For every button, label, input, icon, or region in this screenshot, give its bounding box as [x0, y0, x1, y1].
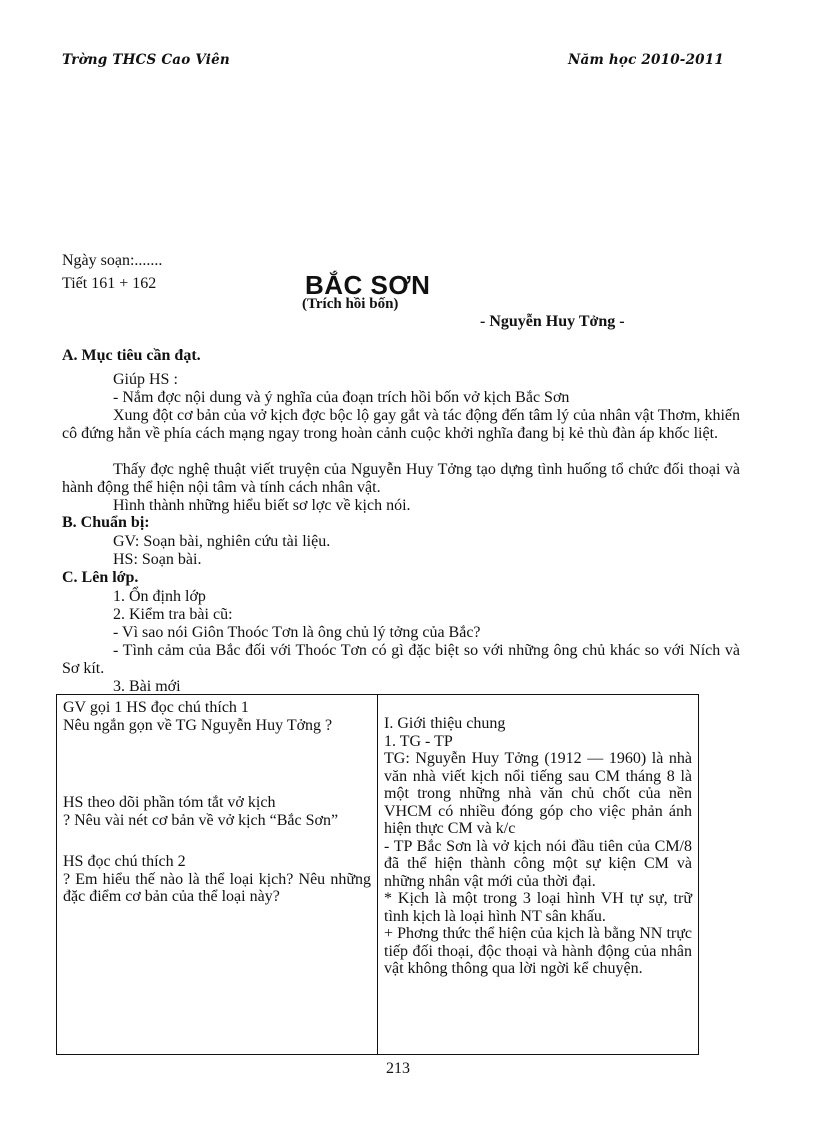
- header-school-year: Năm học 2010-2011: [568, 52, 724, 68]
- prep-teacher: GV: Soạn bài, nghiên cứu tài liệu.: [113, 533, 331, 550]
- objective-item: Xung đột cơ bản của vở kịch đợc bộc lộ gay gắt và tác động đến tâm lý của nhân vật Thơm, khiến cô đứng hẳn về phía cách mạng ngay trong hoàn cảnh cuộc khởi nghĩa đang bị kẻ thù đàn áp khốc liệt.: [62, 407, 740, 442]
- table-line: HS đọc chú thích 2: [63, 853, 186, 870]
- table-line: ? Em hiểu thế nào là thể loại kịch? Nêu những đặc điểm cơ bản của thể loại này?: [63, 870, 371, 905]
- objective-item: - Nắm đợc nội dung và ý nghĩa của đoạn trích hồi bốn vở kịch Bắc Sơn: [113, 389, 570, 406]
- page-number: 213: [386, 1060, 410, 1077]
- step-item: 1. Ổn định lớp: [113, 588, 206, 605]
- section-a-intro: Giúp HS :: [113, 371, 178, 388]
- table-line: TG: Nguyễn Huy Tởng (1912 — 1960) là nhà văn nhà viết kịch nổi tiếng sau CM tháng 8 là một trong những nhà văn chủ chốt của nền VHCM có nhiều đóng góp cho việc phản ánh hiện thực CM và k/c: [384, 750, 692, 837]
- table-row: [57, 695, 699, 1055]
- content-cell: [378, 695, 699, 1055]
- header-school: Trờng THCS Cao Viên: [62, 52, 230, 68]
- page-subtitle: (Trích hồi bốn): [302, 296, 399, 312]
- section-c-heading: C. Lên lớp.: [62, 569, 139, 586]
- table-line: + Phơng thức thể hiện của kịch là bằng NN trực tiếp đối thoại, độc thoại và hành động của nhân vật không thông qua lời ngời kể chuyện.: [384, 925, 692, 977]
- table-line: HS theo dõi phần tóm tắt vở kịch: [63, 794, 276, 811]
- table-line: * Kịch là một trong 3 loại hình VH tự sự, trữ tình kịch là loại hình NT sân khấu.: [384, 890, 692, 925]
- date-prepared: Ngày soạn:.......: [62, 252, 163, 269]
- teacher-activity-cell: [57, 695, 378, 1055]
- step-item: 3. Bài mới: [113, 678, 181, 695]
- review-question: - Vì sao nói Giôn Thoóc Tơn là ông chủ lý tởng của Bắc?: [113, 624, 481, 641]
- objective-item: Thấy đợc nghệ thuật viết truyện của Nguyễn Huy Tởng tạo dựng tình huống tổ chức đối thoại và hành động thể hiện nội tâm và tính cách nhân vật.: [62, 461, 740, 496]
- table-line: I. Giới thiệu chung: [384, 715, 506, 732]
- table-line: ? Nêu vài nét cơ bản về vở kịch “Bắc Sơn”: [63, 811, 339, 829]
- review-question: - Tình cảm của Bắc đối với Thoóc Tơn có gì đặc biệt so với những ông chủ khác so với Ních và Sơ kít.: [62, 642, 740, 677]
- step-item: 2. Kiểm tra bài cũ:: [113, 606, 233, 623]
- spacer: [63, 734, 371, 786]
- page-title: BẮC SƠN: [305, 270, 431, 300]
- lesson-table: [56, 694, 699, 1055]
- prep-student: HS: Soạn bài.: [113, 551, 202, 568]
- table-line: - TP Bắc Sơn là vở kịch nói đầu tiên của CM/8 đã thể hiện thành công một sự kiện CM và những nhân vật mới của thời đại.: [384, 837, 692, 890]
- section-a-heading: A. Mục tiêu cần đạt.: [62, 347, 201, 364]
- table-line: GV gọi 1 HS đọc chú thích 1: [63, 699, 249, 716]
- table-line: Nêu ngắn gọn về TG Nguyễn Huy Tởng ?: [63, 716, 333, 734]
- table-line: 1. TG - TP: [384, 732, 453, 750]
- section-b-heading: B. Chuẩn bị:: [62, 514, 150, 531]
- lesson-number: Tiết 161 + 162: [62, 275, 157, 292]
- objective-item: Hình thành những hiểu biết sơ lợc về kịch nói.: [113, 497, 411, 514]
- author-line: - Nguyễn Huy Tởng -: [480, 313, 625, 330]
